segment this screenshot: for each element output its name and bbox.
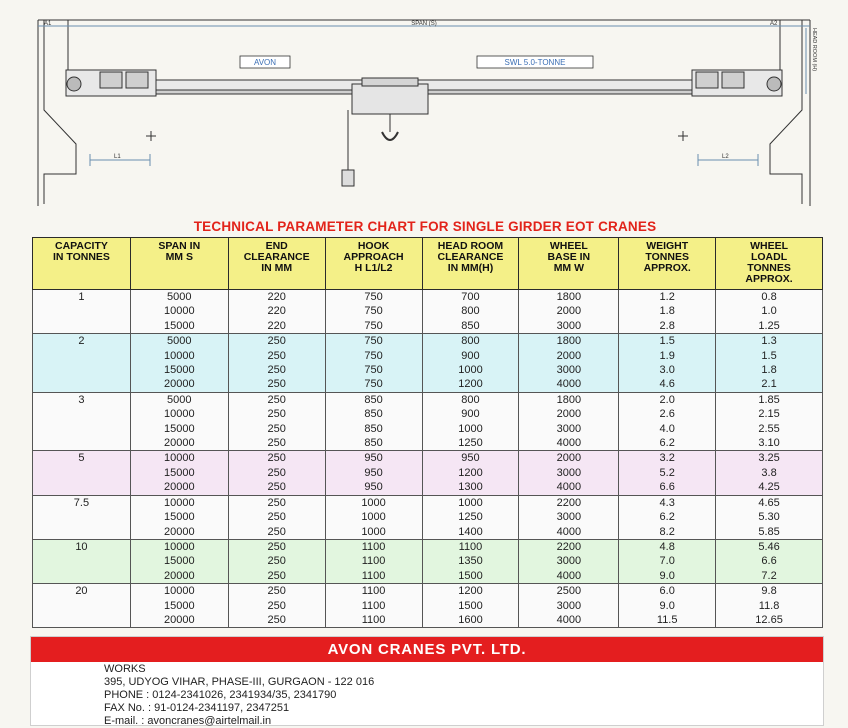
cell-head-room: 1400 [422,525,519,540]
cell-weight: 6.6 [619,480,716,495]
table-row [33,480,823,495]
cell-head-room: 900 [422,349,519,363]
cell-head-room: 800 [422,334,519,349]
works-label: WORKS [104,663,146,675]
cell-capacity [33,407,131,421]
head-room-label: HEAD ROOM (H) [811,28,817,72]
cell-wheel-load: 3.8 [716,466,823,480]
cell-wheel-base: 3000 [519,363,619,377]
cell-span: 20000 [130,569,228,584]
cell-end-clearance: 250 [228,422,325,436]
cell-head-room: 950 [422,451,519,466]
table-row [33,451,823,466]
cell-wheel-base: 2200 [519,495,619,510]
cell-wheel-base: 1800 [519,334,619,349]
cell-head-room: 800 [422,392,519,407]
cell-wheel-load: 9.8 [716,584,823,599]
crane-drawing [30,14,820,206]
cell-weight: 4.8 [619,539,716,554]
cell-head-room: 700 [422,290,519,305]
cell-end-clearance: 250 [228,599,325,613]
cell-wheel-load: 1.25 [716,319,823,334]
cell-weight: 7.0 [619,554,716,568]
cell-end-clearance: 250 [228,436,325,451]
cell-weight: 11.5 [619,613,716,628]
cell-head-room: 850 [422,319,519,334]
cell-wheel-base: 1800 [519,290,619,305]
crane-diagram [30,14,820,206]
cell-wheel-load: 4.25 [716,480,823,495]
cell-wheel-load: 5.46 [716,539,823,554]
cell-wheel-base: 1800 [519,392,619,407]
header-span: SPAN IN MM S [130,238,228,290]
cell-wheel-base: 4000 [519,569,619,584]
cell-weight: 9.0 [619,569,716,584]
header-capacity: CAPACITY IN TONNES [33,238,131,290]
table-body [33,290,823,628]
table-row [33,495,823,510]
cell-end-clearance: 250 [228,363,325,377]
cell-end-clearance: 250 [228,613,325,628]
cell-weight: 6.2 [619,436,716,451]
cell-end-clearance: 250 [228,377,325,392]
cell-wheel-base: 2500 [519,584,619,599]
brand-label: AVON [253,58,277,67]
cell-weight: 2.8 [619,319,716,334]
cell-end-clearance: 250 [228,392,325,407]
cell-capacity [33,569,131,584]
cell-wheel-load: 5.30 [716,510,823,524]
cell-wheel-base: 2000 [519,349,619,363]
cell-wheel-base: 3000 [519,422,619,436]
cell-wheel-load: 7.2 [716,569,823,584]
cell-capacity [33,510,131,524]
cell-wheel-base: 2000 [519,451,619,466]
table-row [33,304,823,318]
cell-weight: 3.0 [619,363,716,377]
cell-weight: 4.3 [619,495,716,510]
cell-hook-approach: 950 [325,466,422,480]
cell-hook-approach: 1100 [325,584,422,599]
cell-capacity: 5 [33,451,131,466]
cell-wheel-load: 2.55 [716,422,823,436]
cell-hook-approach: 850 [325,422,422,436]
table-row [33,525,823,540]
cell-span: 20000 [130,613,228,628]
cell-head-room: 1350 [422,554,519,568]
table-row [33,599,823,613]
table-row [33,436,823,451]
cell-span: 15000 [130,510,228,524]
l1-label: L1 [114,154,121,160]
cell-span: 5000 [130,392,228,407]
cell-weight: 9.0 [619,599,716,613]
cell-end-clearance: 220 [228,319,325,334]
table-row [33,349,823,363]
cell-capacity [33,554,131,568]
cell-wheel-base: 3000 [519,510,619,524]
cell-end-clearance: 250 [228,510,325,524]
cell-wheel-load: 1.5 [716,349,823,363]
cell-hook-approach: 1100 [325,539,422,554]
cell-wheel-base: 2000 [519,304,619,318]
cell-wheel-load: 0.8 [716,290,823,305]
cell-end-clearance: 220 [228,290,325,305]
cell-head-room: 800 [422,304,519,318]
table-row [33,334,823,349]
swl-label: SWL 5.0-TONNE [504,58,566,67]
contact-block [31,662,823,728]
cell-wheel-base: 3000 [519,466,619,480]
header-wheel-base: WHEEL BASE IN MM W [519,238,619,290]
cell-end-clearance: 250 [228,554,325,568]
cell-head-room: 1000 [422,495,519,510]
cell-end-clearance: 250 [228,539,325,554]
cell-end-clearance: 250 [228,480,325,495]
cell-end-clearance: 220 [228,304,325,318]
cell-wheel-load: 2.1 [716,377,823,392]
cell-wheel-load: 1.0 [716,304,823,318]
cell-capacity: 1 [33,290,131,305]
cell-head-room: 1200 [422,466,519,480]
cell-wheel-base: 4000 [519,436,619,451]
cell-hook-approach: 750 [325,319,422,334]
span-label: SPAN (S) [411,21,437,27]
address-line: 395, UDYOG VIHAR, PHASE-III, GURGAON - 122 016 [104,676,375,688]
cell-weight: 8.2 [619,525,716,540]
table-row [33,363,823,377]
header-wheel-load: WHEEL LOADL TONNES APPROX. [716,238,823,290]
cell-weight: 4.6 [619,377,716,392]
cell-hook-approach: 1000 [325,525,422,540]
cell-end-clearance: 250 [228,569,325,584]
cell-span: 10000 [130,539,228,554]
cell-wheel-base: 3000 [519,599,619,613]
phone-line: PHONE : 0124-2341026, 2341934/35, 2341790 [104,689,337,701]
cell-head-room: 1250 [422,510,519,524]
cell-head-room: 1600 [422,613,519,628]
cell-wheel-base: 3000 [519,554,619,568]
cell-span: 10000 [130,407,228,421]
cell-hook-approach: 1100 [325,554,422,568]
cell-wheel-base: 4000 [519,480,619,495]
cell-wheel-load: 1.8 [716,363,823,377]
cell-span: 15000 [130,599,228,613]
cell-weight: 1.5 [619,334,716,349]
cell-hook-approach: 1000 [325,495,422,510]
cell-hook-approach: 750 [325,334,422,349]
cell-capacity: 3 [33,392,131,407]
cell-end-clearance: 250 [228,525,325,540]
cell-capacity [33,613,131,628]
cell-capacity: 2 [33,334,131,349]
cell-weight: 1.9 [619,349,716,363]
company-name: AVON CRANES PVT. LTD. [31,637,823,662]
cell-wheel-load: 5.85 [716,525,823,540]
cell-wheel-base: 2000 [519,407,619,421]
cell-end-clearance: 250 [228,451,325,466]
cell-span: 15000 [130,466,228,480]
cell-end-clearance: 250 [228,334,325,349]
cell-capacity: 7.5 [33,495,131,510]
cell-hook-approach: 1100 [325,599,422,613]
cell-hook-approach: 950 [325,451,422,466]
cell-span: 15000 [130,554,228,568]
cell-hook-approach: 1000 [325,510,422,524]
header-end-clearance: END CLEARANCE IN MM [228,238,325,290]
cell-head-room: 1100 [422,539,519,554]
cell-hook-approach: 750 [325,363,422,377]
cell-wheel-load: 11.8 [716,599,823,613]
email-line: E-mail. : avoncranes@airtelmail.in [104,715,272,727]
cell-capacity [33,525,131,540]
cell-wheel-load: 2.15 [716,407,823,421]
cell-span: 5000 [130,334,228,349]
cell-wheel-base: 3000 [519,319,619,334]
cell-hook-approach: 950 [325,480,422,495]
table-row [33,319,823,334]
cell-span: 10000 [130,349,228,363]
cell-span: 15000 [130,422,228,436]
cell-end-clearance: 250 [228,466,325,480]
table-header-row [33,238,823,290]
table-row [33,466,823,480]
header-weight: WEIGHT TONNES APPROX. [619,238,716,290]
cell-span: 10000 [130,451,228,466]
cell-hook-approach: 1100 [325,569,422,584]
cell-wheel-load: 3.25 [716,451,823,466]
cell-wheel-load: 6.6 [716,554,823,568]
cell-weight: 6.2 [619,510,716,524]
cell-wheel-load: 12.65 [716,613,823,628]
cell-hook-approach: 750 [325,304,422,318]
table-row [33,584,823,599]
cell-wheel-load: 1.3 [716,334,823,349]
cell-end-clearance: 250 [228,584,325,599]
table-row [33,539,823,554]
cell-head-room: 1200 [422,377,519,392]
cell-capacity [33,304,131,318]
cell-span: 20000 [130,436,228,451]
cell-capacity: 20 [33,584,131,599]
cell-weight: 1.8 [619,304,716,318]
cell-weight: 6.0 [619,584,716,599]
cell-span: 10000 [130,304,228,318]
cell-wheel-load: 1.85 [716,392,823,407]
cell-span: 20000 [130,377,228,392]
header-hook-approach: HOOK APPROACH H L1/L2 [325,238,422,290]
cell-hook-approach: 850 [325,436,422,451]
cell-wheel-load: 3.10 [716,436,823,451]
cell-weight: 2.0 [619,392,716,407]
cell-span: 10000 [130,584,228,599]
cell-hook-approach: 750 [325,377,422,392]
cell-head-room: 1000 [422,422,519,436]
cell-capacity [33,349,131,363]
cell-weight: 5.2 [619,466,716,480]
a1-label: A1 [44,21,52,27]
cell-weight: 1.2 [619,290,716,305]
a2-label: A2 [770,21,778,27]
cell-head-room: 1300 [422,480,519,495]
cell-head-room: 1250 [422,436,519,451]
cell-capacity [33,480,131,495]
table-row [33,392,823,407]
cell-span: 20000 [130,480,228,495]
cell-wheel-base: 2200 [519,539,619,554]
cell-head-room: 900 [422,407,519,421]
cell-hook-approach: 1100 [325,613,422,628]
l2-label: L2 [722,154,729,160]
cell-hook-approach: 850 [325,407,422,421]
cell-wheel-base: 4000 [519,377,619,392]
header-head-room: HEAD ROOM CLEARANCE IN MM(H) [422,238,519,290]
cell-capacity: 10 [33,539,131,554]
cell-head-room: 1500 [422,569,519,584]
cell-span: 5000 [130,290,228,305]
cell-capacity [33,422,131,436]
table-row [33,554,823,568]
cell-hook-approach: 750 [325,349,422,363]
cell-hook-approach: 750 [325,290,422,305]
footer-panel [30,636,824,726]
table-row [33,290,823,305]
parameter-table [32,237,823,628]
cell-head-room: 1500 [422,599,519,613]
table-row [33,510,823,524]
chart-title: TECHNICAL PARAMETER CHART FOR SINGLE GIRDER EOT CRANES [193,219,657,234]
cell-wheel-base: 4000 [519,525,619,540]
cell-span: 20000 [130,525,228,540]
cell-span: 10000 [130,495,228,510]
cell-span: 15000 [130,319,228,334]
cell-capacity [33,436,131,451]
cell-wheel-base: 4000 [519,613,619,628]
cell-capacity [33,377,131,392]
cell-capacity [33,319,131,334]
table-row [33,377,823,392]
cell-head-room: 1200 [422,584,519,599]
cell-end-clearance: 250 [228,495,325,510]
cell-hook-approach: 850 [325,392,422,407]
cell-head-room: 1000 [422,363,519,377]
table-row [33,613,823,628]
table-row [33,422,823,436]
cell-capacity [33,363,131,377]
cell-end-clearance: 250 [228,349,325,363]
fax-line: FAX No. : 91-0124-2341197, 2347251 [104,702,290,714]
cell-capacity [33,466,131,480]
cell-end-clearance: 250 [228,407,325,421]
cell-capacity [33,599,131,613]
cell-weight: 2.6 [619,407,716,421]
table-row [33,407,823,421]
cell-weight: 4.0 [619,422,716,436]
cell-weight: 3.2 [619,451,716,466]
cell-span: 15000 [130,363,228,377]
cell-wheel-load: 4.65 [716,495,823,510]
table-row [33,569,823,584]
